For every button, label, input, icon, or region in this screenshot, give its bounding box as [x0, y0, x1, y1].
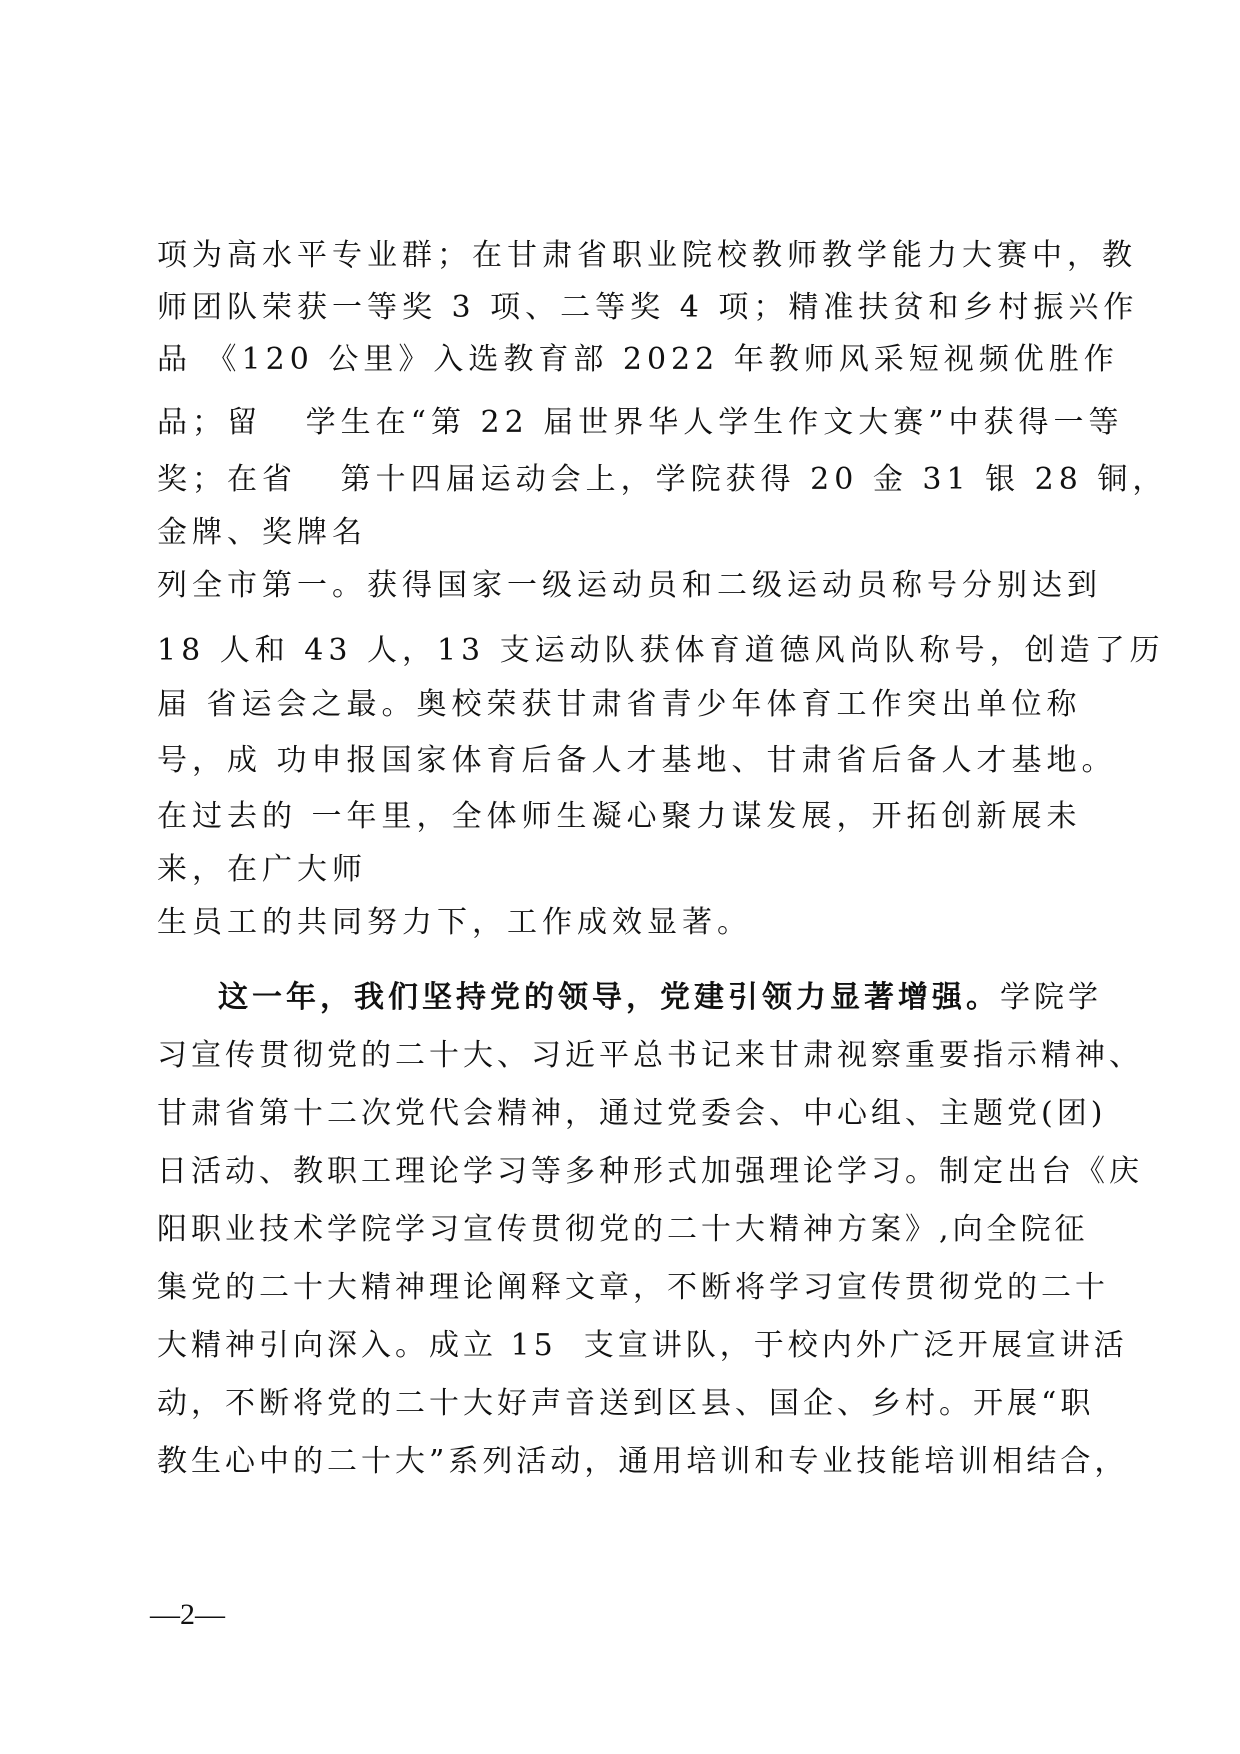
body-text-line: 习宣传贯彻党的二十大、习近平总书记来甘肃视察重要指示精神、 — [157, 1038, 1143, 1073]
body-text-line: 甘肃省第十二次党代会精神，通过党委会、中心组、主题党(团) — [157, 1096, 1107, 1131]
body-text-line: 生员工的共同努力下，工作成效显著。 — [157, 905, 752, 940]
body-text-line: 集党的二十大精神理论阐释文章，不断将学习宣传贯彻党的二十 — [157, 1270, 1109, 1305]
page-number: —2— — [150, 1598, 225, 1631]
body-text-line: 日活动、教职工理论学习等多种形式加强理论学习。制定出台《庆 — [157, 1154, 1143, 1189]
body-text-line: 大精神引向深入。成立 15 支宣讲队，于校内外广泛开展宣讲活 — [157, 1328, 1128, 1363]
body-text-line: 金牌、奖牌名 — [157, 515, 367, 550]
body-text-line: 届 省运会之最。奥校荣获甘肃省青少年体育工作突出单位称 — [157, 687, 1082, 722]
body-text-line: 项为高水平专业群；在甘肃省职业院校教师教学能力大赛中，教 — [157, 238, 1137, 273]
body-text-line: 品；留 学生在“第 22 届世界华人学生作文大赛”中获得一等 — [157, 405, 1124, 440]
body-text-line: 阳职业技术学院学习宣传贯彻党的二十大精神方案》,向全院征 — [157, 1212, 1089, 1247]
body-text-line: 品 《120 公里》入选教育部 2022 年教师风采短视频优胜作 — [157, 342, 1119, 377]
paragraph-heading: 这一年，我们坚持党的领导，党建引领力显著增强。 — [218, 980, 1000, 1015]
paragraph-first-line — [218, 978, 1102, 1018]
paragraph-heading-tail: 学院学 — [1000, 980, 1102, 1015]
body-text-line: 在过去的 一年里，全体师生凝心聚力谋发展，开拓创新展未 — [157, 799, 1082, 834]
body-text-line: 号，成 功申报国家体育后备人才基地、甘肃省后备人才基地。 — [157, 743, 1117, 778]
body-text-line: 奖；在省 第十四届运动会上，学院获得 20 金 31 银 28 铜， — [157, 462, 1168, 497]
body-text-line: 师团队荣获一等奖 3 项、二等奖 4 项；精准扶贫和乡村振兴作 — [157, 290, 1139, 325]
body-text-line: 教生心中的二十大”系列活动，通用培训和专业技能培训相结合， — [157, 1444, 1129, 1479]
body-text-line: 列全市第一。获得国家一级运动员和二级运动员称号分别达到 — [157, 568, 1102, 603]
body-text-line: 来，在广大师 — [157, 852, 367, 887]
body-text-line: 18 人和 43 人，13 支运动队获体育道德风尚队称号，创造了历 — [157, 633, 1165, 668]
body-text-line: 动，不断将党的二十大好声音送到区县、国企、乡村。开展“职 — [157, 1386, 1095, 1421]
